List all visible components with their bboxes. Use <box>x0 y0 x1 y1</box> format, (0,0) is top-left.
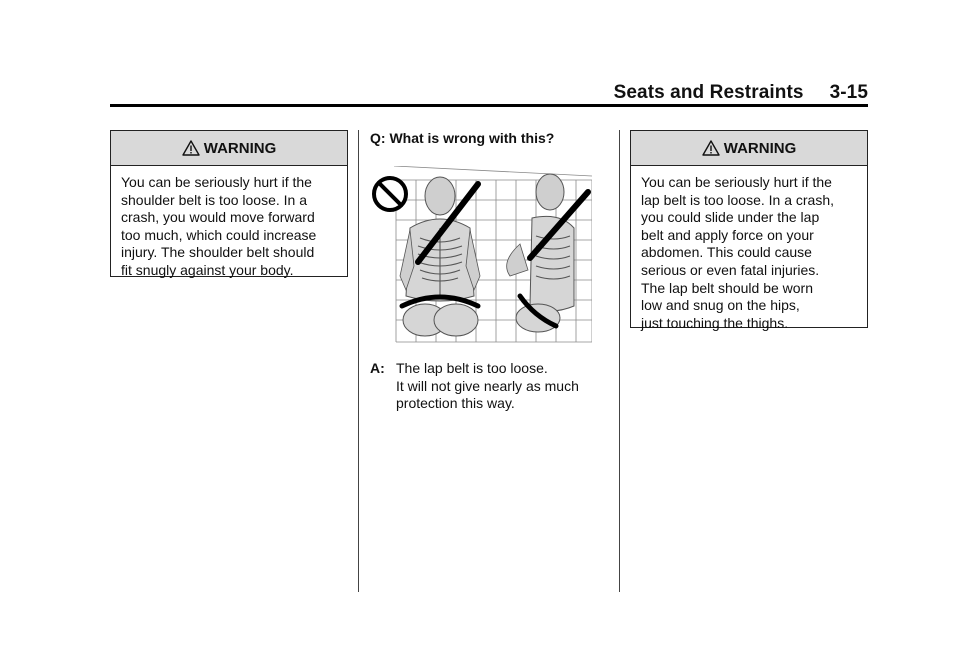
loose-lap-belt-illustration <box>370 166 592 346</box>
answer-text <box>396 360 579 413</box>
answer-line: protection this way. <box>396 395 515 412</box>
prohibited-icon <box>374 178 406 210</box>
question-text: Q: What is wrong with this? <box>370 130 555 146</box>
answer-line: The lap belt is too loose. <box>396 360 548 376</box>
warning-line: injury. The shoulder belt should <box>121 244 315 261</box>
section-title: Seats and Restraints <box>613 82 804 103</box>
warning-text <box>111 166 347 288</box>
warning-line: You can be seriously hurt if the <box>121 174 312 190</box>
warning-text <box>631 166 867 340</box>
warning-line: crash, you would move forward <box>121 209 315 226</box>
page-header <box>110 82 868 107</box>
warning-triangle-icon <box>182 140 200 156</box>
warning-line: low and snug on the hips, <box>641 297 800 314</box>
warning-line: too much, which could increase <box>121 226 317 243</box>
warning-line: You can be seriously hurt if the <box>641 174 832 190</box>
shoulder-belt-warning-box <box>110 130 348 277</box>
answer <box>370 360 579 413</box>
warning-line: abdomen. This could cause <box>641 244 812 261</box>
warning-line: serious or even fatal injuries. <box>641 261 820 278</box>
warning-title: WARNING <box>723 139 797 157</box>
warning-line: belt and apply force on your <box>641 226 814 243</box>
warning-line: you could slide under the lap <box>641 209 820 226</box>
page-number: 3-15 <box>829 82 868 103</box>
warning-line: just touching the thighs. <box>641 314 789 331</box>
warning-line: fit snugly against your body. <box>121 261 294 278</box>
answer-label: A: <box>370 360 385 376</box>
lap-belt-warning-box <box>630 130 868 331</box>
column-divider-left <box>358 130 359 592</box>
warning-title: WARNING <box>203 139 277 157</box>
front-view-figure <box>400 177 480 336</box>
answer-line: It will not give nearly as much <box>396 377 579 394</box>
warning-triangle-icon <box>702 140 720 156</box>
warning-line: shoulder belt is too loose. In a <box>121 191 308 208</box>
warning-line: lap belt is too loose. In a crash, <box>641 191 834 208</box>
header-text <box>614 82 868 104</box>
column-divider-right <box>619 130 620 592</box>
warning-header <box>631 131 867 166</box>
answer-block <box>370 360 579 413</box>
question <box>370 130 554 148</box>
warning-header <box>111 131 347 166</box>
warning-line: The lap belt should be worn <box>641 279 813 296</box>
